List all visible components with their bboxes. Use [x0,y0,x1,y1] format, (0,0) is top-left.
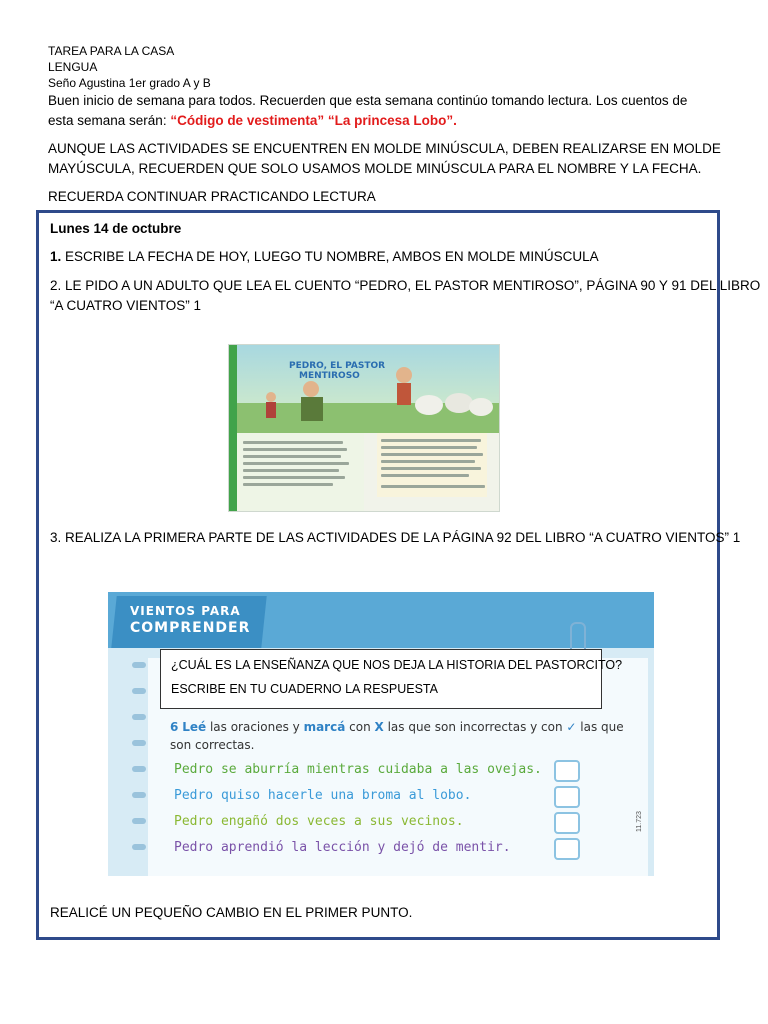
text-line [243,462,349,465]
x-mark-icon: X [374,720,384,734]
item-3: 3. REALIZA LA PRIMERA PARTE DE LAS ACTIVIDADES DE LA PÁGINA 92 DEL LIBRO “A CUATRO VIENTOS” 1 [50,530,741,545]
book-title-line-1: PEDRO, EL PASTOR [289,361,386,371]
text-line [381,474,469,477]
boy-body [397,383,411,405]
notebook-ring [132,818,146,824]
book-pages-image [228,344,500,512]
child-head [266,392,276,402]
header-line-1: TAREA PARA LA CASA [48,44,175,58]
workbook-page-image [108,592,654,876]
item-2-line-1: 2. LE PIDO A UN ADULTO QUE LEA EL CUENTO “PEDRO, EL PASTOR MENTIROSO”, PÁGINA 90 Y 91 DEL LIBRO [50,278,761,293]
sheep-shape [445,393,473,413]
notebook-ring [132,740,146,746]
instruction-verb-lee: Leé [182,720,207,734]
child-body [266,402,276,418]
sentence-4: Pedro aprendió la lección y dejó de mentir. [174,840,511,855]
notebook-ring [132,688,146,694]
activity-instruction [170,718,640,754]
notebook-ring [132,714,146,720]
intro-line-2-prefix: esta semana serán: [48,113,171,128]
intro-line-1: Buen inicio de semana para todos. Recuerden que esta semana continúo tomando lectura. Los cuentos de [48,93,688,108]
sheep-shape [415,395,443,415]
answer-checkbox-3[interactable] [554,812,580,834]
instruction-text-1: las oraciones y [206,720,304,734]
notebook-ring [132,844,146,850]
instruction-number: 6 [170,720,179,734]
answer-checkbox-1[interactable] [554,760,580,782]
notebook-ring [132,792,146,798]
text-line [381,446,477,449]
item-2-line-2: “A CUATRO VIENTOS” 1 [50,298,202,313]
question-box [160,649,623,709]
header-line-3: Seño Agustina 1er grado A y B [48,76,211,90]
item-1-text: ESCRIBE LA FECHA DE HOY, LUEGO TU NOMBRE, AMBOS EN MOLDE MINÚSCULA [61,249,599,264]
header-line-2: LENGUA [48,60,98,74]
footer-note: REALICÉ UN PEQUEÑO CAMBIO EN EL PRIMER PUNTO. [50,905,413,920]
page-side-code: 11.723 [636,811,643,832]
farmer-head [303,381,319,397]
text-line [243,483,333,486]
workbook-header-title-2: COMPRENDER [130,620,251,636]
text-line [243,455,341,458]
text-line [243,441,343,444]
instruction-text-2: con [345,720,375,734]
text-line [243,469,339,472]
text-line [381,453,483,456]
story-titles: “Código de vestimenta” “La princesa Lobo”. [170,113,457,128]
answer-checkbox-4[interactable] [554,838,580,860]
text-line [381,439,481,442]
notebook-ring [132,662,146,668]
text-line [381,485,485,488]
notice-line-1: AUNQUE LAS ACTIVIDADES SE ENCUENTREN EN MOLDE MINÚSCULA, DEBEN REALIZARSE EN MOLDE [48,141,721,156]
instruction-text-4: las que son correctas. [170,720,624,752]
text-line [381,467,481,470]
text-line [381,460,475,463]
notice-line-2: MAYÚSCULA, RECUERDEN QUE SOLO USAMOS MOLDE MINÚSCULA PARA EL NOMBRE Y LA FECHA. [48,161,702,176]
sentence-2: Pedro quiso hacerle una broma al lobo. [174,788,472,803]
instruction-verb-marca: marcá [303,720,346,734]
text-line [243,448,347,451]
item-1 [50,247,599,267]
sentence-1: Pedro se aburría mientras cuidaba a las ovejas. [174,762,542,777]
sheep-shape [469,398,493,416]
check-mark-icon: ✓ [566,720,577,734]
boy-head [396,367,412,383]
book-title-line-2: MENTIROSO [299,371,360,381]
question-instruction: ESCRIBE EN TU CUADERNO LA RESPUESTA [171,682,438,696]
sentence-3: Pedro engañó dos veces a sus vecinos. [174,814,464,829]
text-line [243,476,345,479]
intro-line-2 [48,111,457,131]
item-1-number: 1. [50,249,62,264]
instruction-text-3: las que son incorrectas y con [383,720,567,734]
question-text: ¿CUÁL ES LA ENSEÑANZA QUE NOS DEJA LA HISTORIA DEL PASTORCITO? [171,658,623,672]
farmer-body [301,397,323,421]
reminder: RECUERDA CONTINUAR PRACTICANDO LECTURA [48,189,376,204]
workbook-header-title-1: VIENTOS PARA [130,604,241,618]
answer-checkbox-2[interactable] [554,786,580,808]
notebook-ring [132,766,146,772]
day-title: Lunes 14 de octubre [50,221,182,236]
